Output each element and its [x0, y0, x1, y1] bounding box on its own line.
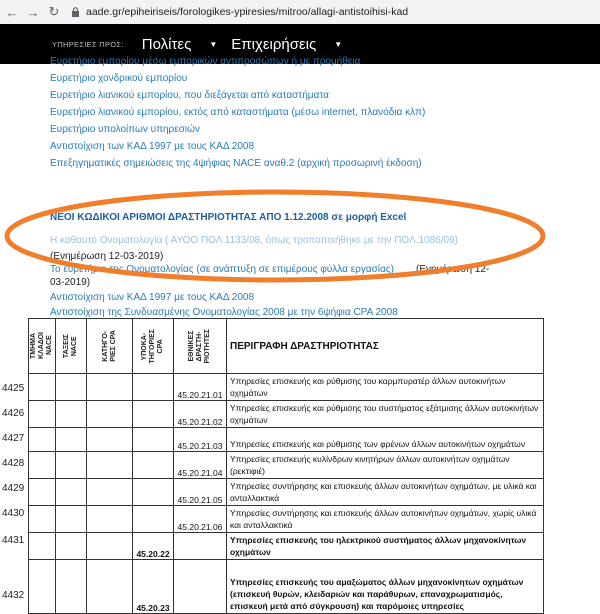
- table-row: [29, 533, 544, 560]
- table-row: [29, 452, 544, 479]
- description-cell: Υπηρεσίες επισκευής κυλίνδρων κινητήρων άλλων αυτοκινήτων οχημάτων (ρεκτιφιέ): [227, 452, 544, 479]
- national-code-cell: 45.20.21.06: [174, 506, 227, 533]
- empty-cell: [29, 479, 56, 506]
- cpa-subcategory-cell: 45.20.22: [133, 533, 174, 560]
- empty-cell: [56, 374, 87, 401]
- table-row: [29, 560, 544, 614]
- link-nomenclature[interactable]: Η καθαυτό Ονοματολογία ( ΑΥΟΟ ΠΟΛ 1133/08, όπως τροποποιήθηκε με την ΠΟΛ.1086/09): [50, 235, 458, 246]
- link-other-services-index[interactable]: Ευρετήριο υπολοίπων υπηρεσιών: [50, 124, 200, 135]
- cpa-subcategory-cell: [133, 479, 174, 506]
- services-label: ΥΠΗΡΕΣΙΕΣ ΠΡΟΣ:: [52, 39, 124, 49]
- description-cell: Υπηρεσίες επισκευής του ηλεκτρικού συστήματος άλλων μηχανοκίνητων οχημάτων: [227, 533, 544, 560]
- browser-toolbar: [0, 0, 600, 25]
- row-number: 4429: [2, 483, 25, 494]
- empty-cell: [56, 533, 87, 560]
- highlight-ellipse: [2, 186, 550, 286]
- description-cell: Υπηρεσίες επισκευής και ρύθμισης των φρένων άλλων αυτοκινήτων οχημάτων: [227, 428, 544, 452]
- empty-cell: [56, 479, 87, 506]
- link-retail-stores-index[interactable]: Ευρετήριο λιανικού εμπορίου, που διεξάγεται από καταστήματα: [50, 90, 329, 101]
- description-cell: Υπηρεσίες επισκευής του αμαξώματος άλλων μηχανοκίνητων οχημάτων (επισκευή θυρών, κλειδαριών και παράθυρων, επαναχρωματισμός, επισκευή μετά από σύγκρουση) και παρόμοιες υπηρεσίες: [227, 560, 544, 614]
- table-row: [29, 374, 544, 401]
- col-header-nace-classes: ΤΑΞΕΙΣ NACE: [56, 319, 87, 374]
- national-code-cell: [174, 533, 227, 560]
- index-update-note: (Ενημέρωση 12-: [416, 264, 490, 275]
- empty-cell: [87, 506, 133, 533]
- menu-citizens-label: Πολίτες: [141, 35, 192, 53]
- section-title-new-kad[interactable]: ΝΕΟΙ ΚΩΔΙΚΟΙ ΑΡΙΘΜΟΙ ΔΡΑΣΤΗΡΙΟΤΗΤΑΣ ΑΠΟ 1.12.2008 σε μορφή Excel: [50, 212, 407, 223]
- empty-cell: [56, 401, 87, 428]
- empty-cell: [87, 452, 133, 479]
- link-wholesale-index[interactable]: Ευρετήριο χονδρικού εμπορίου: [50, 73, 188, 84]
- col-header-cpa-categories: ΚΑΤΗΓΟ- ΡΙΕΣ CPA: [87, 319, 133, 374]
- col-header-national-activities: ΕΘΝΙΚΕΣ ΔΡΑΣΤΗ- ΡΙΟΤΗΤΕΣ: [174, 319, 227, 374]
- col-header-nace-section: ΤΜΗΜΑ ΚΛΑΔΟΙ NACE: [29, 319, 56, 374]
- empty-cell: [56, 428, 87, 452]
- empty-cell: [87, 560, 133, 614]
- cpa-subcategory-cell: [133, 452, 174, 479]
- cpa-subcategory-cell: [133, 401, 174, 428]
- row-number: 4432: [2, 590, 25, 601]
- row-number: 4430: [2, 508, 25, 519]
- link-kad-mapping-2[interactable]: Αντιστοίχιση των ΚΑΔ 1997 με τους ΚΑΔ 2008: [50, 292, 254, 303]
- national-code-cell: 45.20.21.03: [174, 428, 227, 452]
- forward-arrow-icon[interactable]: →: [26, 4, 40, 20]
- table-row: [29, 428, 544, 452]
- row-number: 4428: [2, 458, 25, 469]
- empty-cell: [87, 428, 133, 452]
- table-header-row: [29, 319, 544, 374]
- col-header-description: ΠΕΡΙΓΡΑΦΗ ΔΡΑΣΤΗΡΙΟΤΗΤΑΣ: [227, 319, 544, 374]
- activity-table-region: [0, 318, 600, 613]
- menu-citizens[interactable]: [142, 36, 218, 53]
- empty-cell: [29, 452, 56, 479]
- empty-cell: [29, 560, 56, 614]
- url-text: aade.gr/epiheiriseis/forologikes-ypiresies/mitroo/allagi-antistoihisi-kad: [86, 6, 409, 18]
- link-commission-index[interactable]: Ευρετήριο εμπορίου μέσω εμπορικών αντιπροσώπων ή με προμήθεια: [50, 56, 361, 67]
- table-row: [29, 479, 544, 506]
- activity-table: [28, 318, 544, 614]
- cpa-subcategory-cell: 45.20.23: [133, 560, 174, 614]
- chevron-down-icon: ▼: [209, 39, 218, 49]
- row-number: 4427: [2, 433, 25, 444]
- description-cell: Υπηρεσίες συντήρησης και επισκευής άλλων αυτοκινήτων οχημάτων, χωρίς υλικά και ανταλλακτικά: [227, 506, 544, 533]
- empty-cell: [56, 506, 87, 533]
- empty-cell: [87, 374, 133, 401]
- link-kad-mapping[interactable]: Αντιστοίχιση των ΚΑΔ 1997 με τους ΚΑΔ 2008: [50, 141, 254, 152]
- cpa-subcategory-cell: [133, 428, 174, 452]
- col-header-cpa-subcategories: ΥΠΟΚΑ- ΤΗΓΟΡΙΕΣ CPA: [133, 319, 174, 374]
- lock-icon: [71, 7, 80, 17]
- table-row: [29, 401, 544, 428]
- national-code-cell: [174, 560, 227, 614]
- empty-cell: [29, 533, 56, 560]
- table-row: [29, 506, 544, 533]
- empty-cell: [29, 506, 56, 533]
- description-cell: Υπηρεσίες επισκευής και ρύθμισης του καρμπυρατέρ άλλων αυτοκινήτων οχημάτων: [227, 374, 544, 401]
- national-code-cell: 45.20.21.04: [174, 452, 227, 479]
- menu-businesses[interactable]: [231, 36, 342, 53]
- link-retail-non-store-index[interactable]: Ευρετήριο λιανικού εμπορίου, εκτός από καταστήματα (μέσω internet, πλανόδια κλπ): [50, 107, 426, 118]
- row-number: 4431: [2, 535, 25, 546]
- update-note: (Ενημέρωση 12-03-2019): [50, 251, 164, 262]
- description-cell: Υπηρεσίες επισκευής και ρύθμισης του συστήματος εξάτμισης άλλων αυτοκινήτων οχημάτων: [227, 401, 544, 428]
- national-code-cell: 45.20.21.02: [174, 401, 227, 428]
- cpa-subcategory-cell: [133, 506, 174, 533]
- empty-cell: [29, 428, 56, 452]
- link-nace-notes[interactable]: Επεξηγηματικές σημειώσεις της 4ψήφιας NACE αναθ.2 (αρχική προσωρινή έκδοση): [50, 158, 422, 169]
- empty-cell: [87, 479, 133, 506]
- empty-cell: [56, 452, 87, 479]
- national-code-cell: 45.20.21.05: [174, 479, 227, 506]
- menu-businesses-label: Επιχειρήσεις: [231, 35, 317, 53]
- empty-cell: [87, 401, 133, 428]
- row-number: 4426: [2, 408, 25, 419]
- reload-icon[interactable]: ↻: [48, 4, 60, 19]
- index-update-note-cont: 03-2019): [50, 277, 91, 288]
- national-code-cell: 45.20.21.01: [174, 374, 227, 401]
- row-number: 4425: [2, 383, 25, 394]
- back-arrow-icon[interactable]: ←: [5, 4, 19, 20]
- empty-cell: [29, 401, 56, 428]
- link-nomenclature-index[interactable]: Το ευρετήριο της Ονοματολογίας (σε ανάπτυξη σε επιμέρους φύλλα εργασίας): [50, 264, 394, 275]
- link-cn-cpa-mapping[interactable]: Αντιστοίχιση της Συνδυασμένης Ονοματολογίας 2008 με την 6ψήφια CPA 2008: [50, 307, 398, 318]
- cpa-subcategory-cell: [133, 374, 174, 401]
- empty-cell: [87, 533, 133, 560]
- address-bar[interactable]: [71, 6, 408, 18]
- chevron-down-icon: ▼: [334, 39, 343, 49]
- empty-cell: [56, 560, 87, 614]
- description-cell: Υπηρεσίες συντήρησης και επισκευής άλλων αυτοκινήτων οχημάτων, με υλικά και ανταλλακτικά: [227, 479, 544, 506]
- empty-cell: [29, 374, 56, 401]
